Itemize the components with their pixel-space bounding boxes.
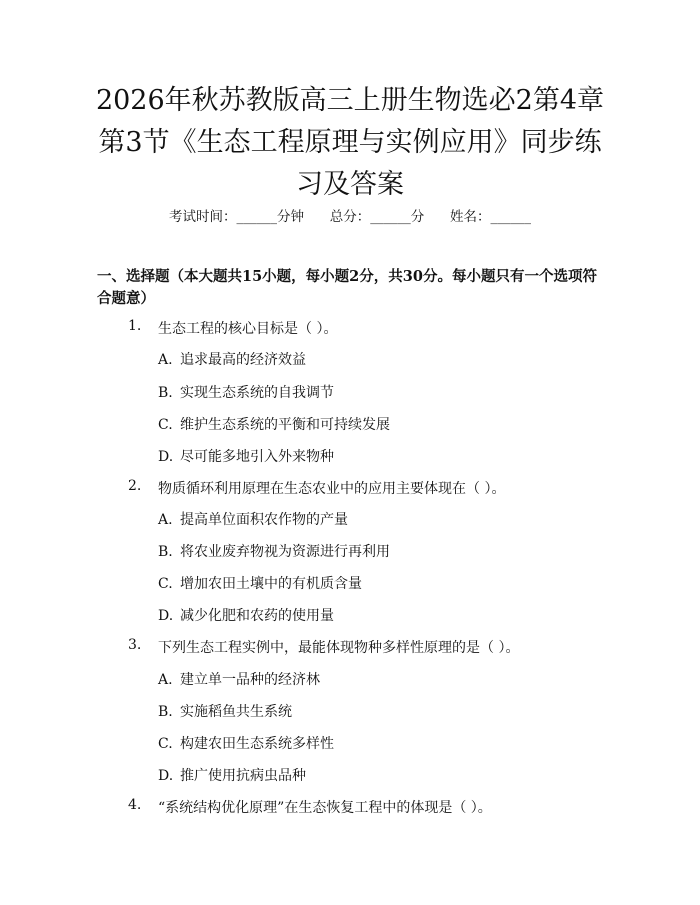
option-text: 减少化肥和农药的使用量 (180, 608, 334, 624)
option-letter: C. (158, 736, 173, 752)
document-title (90, 80, 610, 206)
option-text: 尽可能多地引入外来物种 (180, 449, 334, 465)
option-3a (158, 669, 320, 689)
question-text: 物质循环利用原理在生态农业中的应用主要体现在（ ）。 (158, 481, 506, 497)
option-3d (158, 765, 306, 785)
option-1a (158, 349, 306, 369)
option-2b (158, 541, 390, 561)
section-heading: 一、选择题（本大题共15小题，每小题2分，共30分。每小题只有一个选项符合题意） (97, 268, 597, 307)
option-2d (158, 605, 334, 625)
question-number: 4. (128, 797, 142, 813)
question-number: 3. (128, 637, 142, 653)
option-text: 追求最高的经济效益 (180, 352, 306, 368)
option-2c (158, 573, 362, 593)
option-letter: B. (158, 704, 173, 720)
title-line: 2026年秋苏教版高三上册生物选必2第4章 (95, 85, 605, 116)
option-2a (158, 509, 348, 529)
question-text: “系统结构优化原理”在生态恢复工程中的体现是（ ）。 (158, 800, 492, 816)
title-line: 习及答案 (296, 169, 404, 200)
option-1b (158, 382, 334, 402)
option-text: 提高单位面积农作物的产量 (180, 512, 348, 528)
option-letter: C. (158, 576, 173, 592)
option-letter: D. (158, 608, 174, 624)
question-number: 1. (128, 318, 142, 334)
option-text: 增加农田土壤中的有机质含量 (180, 576, 362, 592)
option-letter: A. (158, 352, 173, 368)
option-3c (158, 733, 334, 753)
option-letter: B. (158, 544, 173, 560)
option-text: 构建农田生态系统多样性 (180, 736, 334, 752)
option-1d (158, 446, 334, 466)
option-letter: D. (158, 768, 174, 784)
option-text: 实现生态系统的自我调节 (180, 385, 334, 401)
option-text: 将农业废弃物视为资源进行再利用 (180, 544, 390, 560)
option-text: 建立单一品种的经济林 (180, 672, 320, 688)
question-text: 生态工程的核心目标是（ ）。 (158, 321, 338, 337)
exam-info-line: 考试时间：______分钟 总分：______分 姓名：______ (169, 209, 531, 225)
option-1c (158, 414, 390, 434)
option-letter: A. (158, 512, 173, 528)
option-3b (158, 701, 292, 721)
option-text: 推广使用抗病虫品种 (180, 768, 306, 784)
option-text: 维护生态系统的平衡和可持续发展 (180, 417, 390, 433)
option-letter: C. (158, 417, 173, 433)
option-letter: D. (158, 449, 174, 465)
option-letter: A. (158, 672, 173, 688)
question-number: 2. (128, 478, 142, 494)
title-line: 第3节《生态工程原理与实例应用》同步练 (98, 127, 602, 158)
option-text: 实施稻鱼共生系统 (180, 704, 292, 720)
option-letter: B. (158, 385, 173, 401)
question-text: 下列生态工程实例中，最能体现物种多样性原理的是（ ）。 (158, 640, 520, 656)
